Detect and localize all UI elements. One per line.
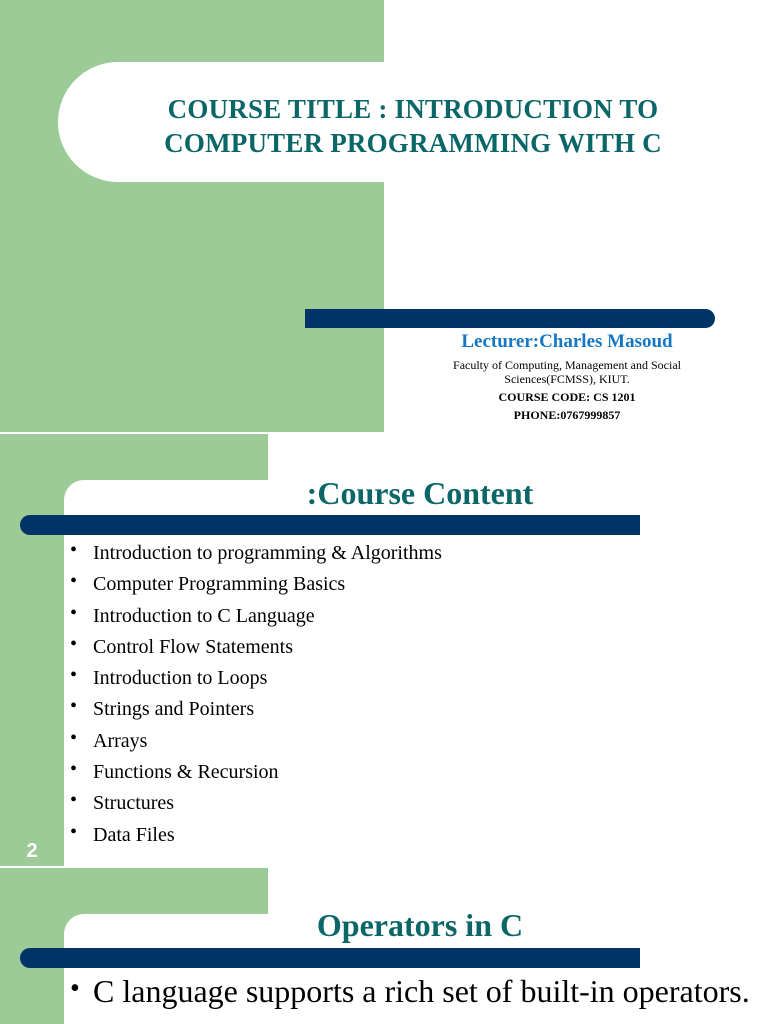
title-slide — [0, 0, 768, 432]
list-item: • Structures — [70, 788, 442, 819]
faculty-text — [440, 358, 694, 386]
slide-heading: Operators in C — [316, 907, 524, 943]
list-item: • Functions & Recursion — [70, 757, 442, 788]
list-item: • Computer Programming Basics — [70, 569, 442, 600]
course-code: COURSE CODE: CS 1201 — [498, 390, 636, 404]
list-item: • Arrays — [70, 726, 442, 757]
page-number: 2 — [26, 840, 38, 862]
course-title-line-1: COURSE TITLE : INTRODUCTION TO — [167, 94, 659, 124]
course-title — [58, 92, 768, 160]
list-item: • Data Files — [70, 820, 442, 851]
divider-bar — [20, 948, 640, 968]
faculty-line-2: Sciences(FCMSS), KIUT. — [504, 372, 630, 386]
course-content-list — [70, 538, 442, 851]
slide-heading: :Course Content — [306, 475, 534, 511]
operators-slide — [0, 868, 768, 1024]
divider-bar — [20, 515, 640, 535]
list-item: • C language supports a rich set of built-in operators. — [70, 972, 768, 1010]
course-content-slide — [0, 434, 768, 866]
operators-list — [70, 972, 768, 1010]
list-item: • Introduction to C Language — [70, 601, 442, 632]
divider-bar — [305, 309, 715, 328]
course-title-line-2: COMPUTER PROGRAMMING WITH C — [164, 128, 662, 158]
list-item: • Strings and Pointers — [70, 694, 442, 725]
list-item: • Control Flow Statements — [70, 632, 442, 663]
faculty-line-1: Faculty of Computing, Management and Social — [453, 358, 681, 372]
list-item: • Introduction to programming & Algorithms — [70, 538, 442, 569]
lecturer-name: Lecturer:Charles Masoud — [461, 331, 673, 352]
phone-number: PHONE:0767999857 — [513, 408, 621, 422]
list-item: • Introduction to Loops — [70, 663, 442, 694]
